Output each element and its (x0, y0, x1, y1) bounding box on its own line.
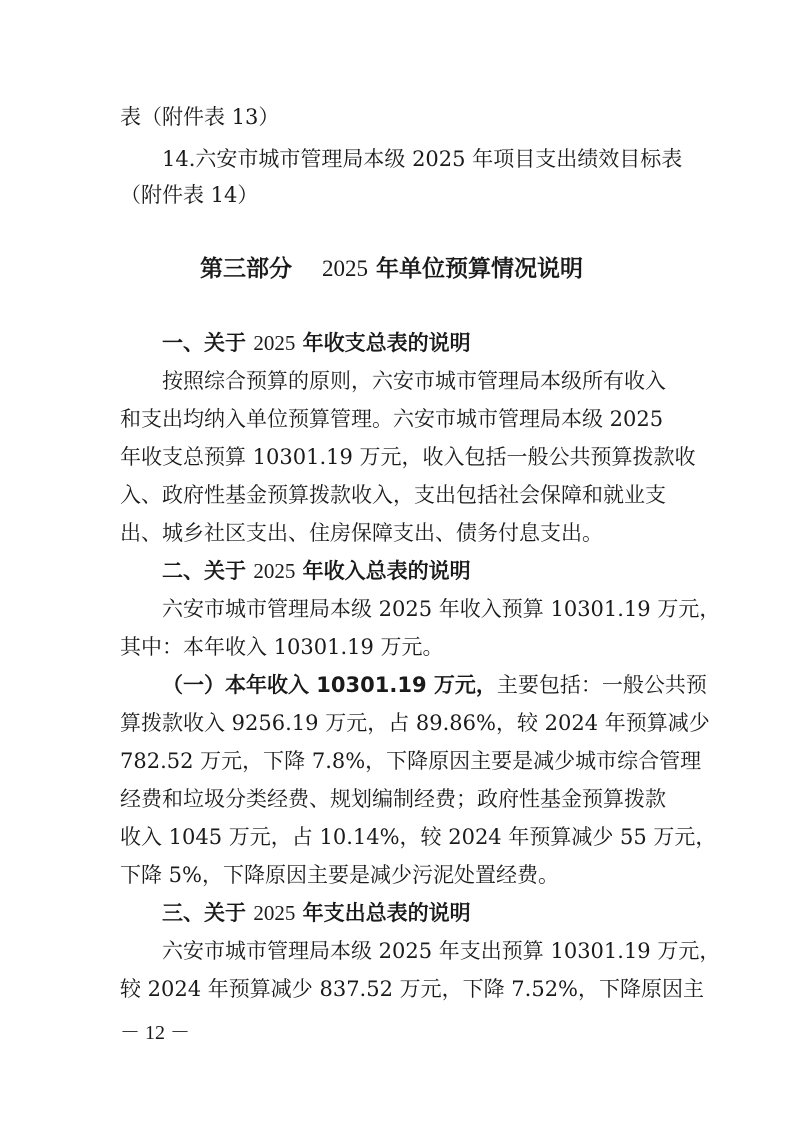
text-line: 和支出均纳入单位预算管理。六安市城市管理局本级 2025 (120, 407, 664, 431)
heading-year: 2025 (253, 901, 296, 925)
text-line: 出、城乡社区支出、住房保障支出、债务付息支出。 (120, 521, 603, 545)
text-line: 经费和垃圾分类经费、规划编制经费；政府性基金预算拨款 (120, 787, 666, 811)
text-line: 下降 5%，下降原因主要是减少污泥处置经费。 (120, 863, 559, 887)
text-line: 782.52 万元，下降 7.8%，下降原因主要是减少城市综合管理 (120, 749, 702, 773)
heading-prefix: 二、关于 (162, 559, 246, 583)
text-line: 年收支总预算 10301.19 万元，收入包括一般公共预算拨款收 (120, 445, 696, 469)
heading-suffix: 年支出总表的说明 (302, 901, 471, 925)
text-line (0, 670, 793, 700)
heading-prefix: 一、关于 (162, 331, 246, 355)
heading-year: 2025 (253, 331, 296, 355)
heading-suffix: 年收支总表的说明 (302, 331, 471, 355)
heading-prefix: 三、关于 (162, 901, 246, 925)
section-title-year: 2025 (322, 256, 368, 281)
heading-3 (0, 898, 793, 928)
text-line: 六安市城市管理局本级 2025 年支出预算 10301.19 万元， (162, 939, 721, 963)
heading-year: 2025 (253, 559, 296, 583)
text-line: 表（附件表 13） (120, 105, 280, 129)
section-title-prefix: 第三部分 (200, 256, 292, 282)
text-line: 收入 1045 万元，占 10.14%，较 2024 年预算减少 55 万元， (120, 825, 717, 849)
heading-1 (0, 328, 793, 358)
text-line: 六安市城市管理局本级 2025 年收入预算 10301.19 万元， (162, 597, 721, 621)
section-title-suffix: 年单位预算情况说明 (376, 256, 584, 282)
text-line: 按照综合预算的原则，六安市城市管理局本级所有收入 (162, 369, 666, 393)
text-line: 算拨款收入 9256.19 万元，占 89.86%，较 2024 年预算减少 (120, 711, 710, 735)
heading-2 (0, 556, 793, 586)
text-line: 入、政府性基金预算拨款收入，支出包括社会保障和就业支 (120, 483, 666, 507)
section-title (0, 254, 793, 284)
heading-suffix: 年收入总表的说明 (302, 559, 471, 583)
page-number: － 12 － (120, 1022, 190, 1044)
text-line: （附件表 14） (120, 183, 259, 207)
text-line: 较 2024 年预算减少 837.52 万元，下降 7.52%，下降原因主 (120, 977, 705, 1001)
text-run: 主要包括：一般公共预 (496, 673, 707, 697)
text-line: 其中：本年收入 10301.19 万元。 (120, 635, 444, 659)
bold-lead: （一）本年收入 10301.19 万元， (162, 673, 497, 697)
text-line: 14.六安市城市管理局本级 2025 年项目支出绩效目标表 (162, 147, 683, 171)
